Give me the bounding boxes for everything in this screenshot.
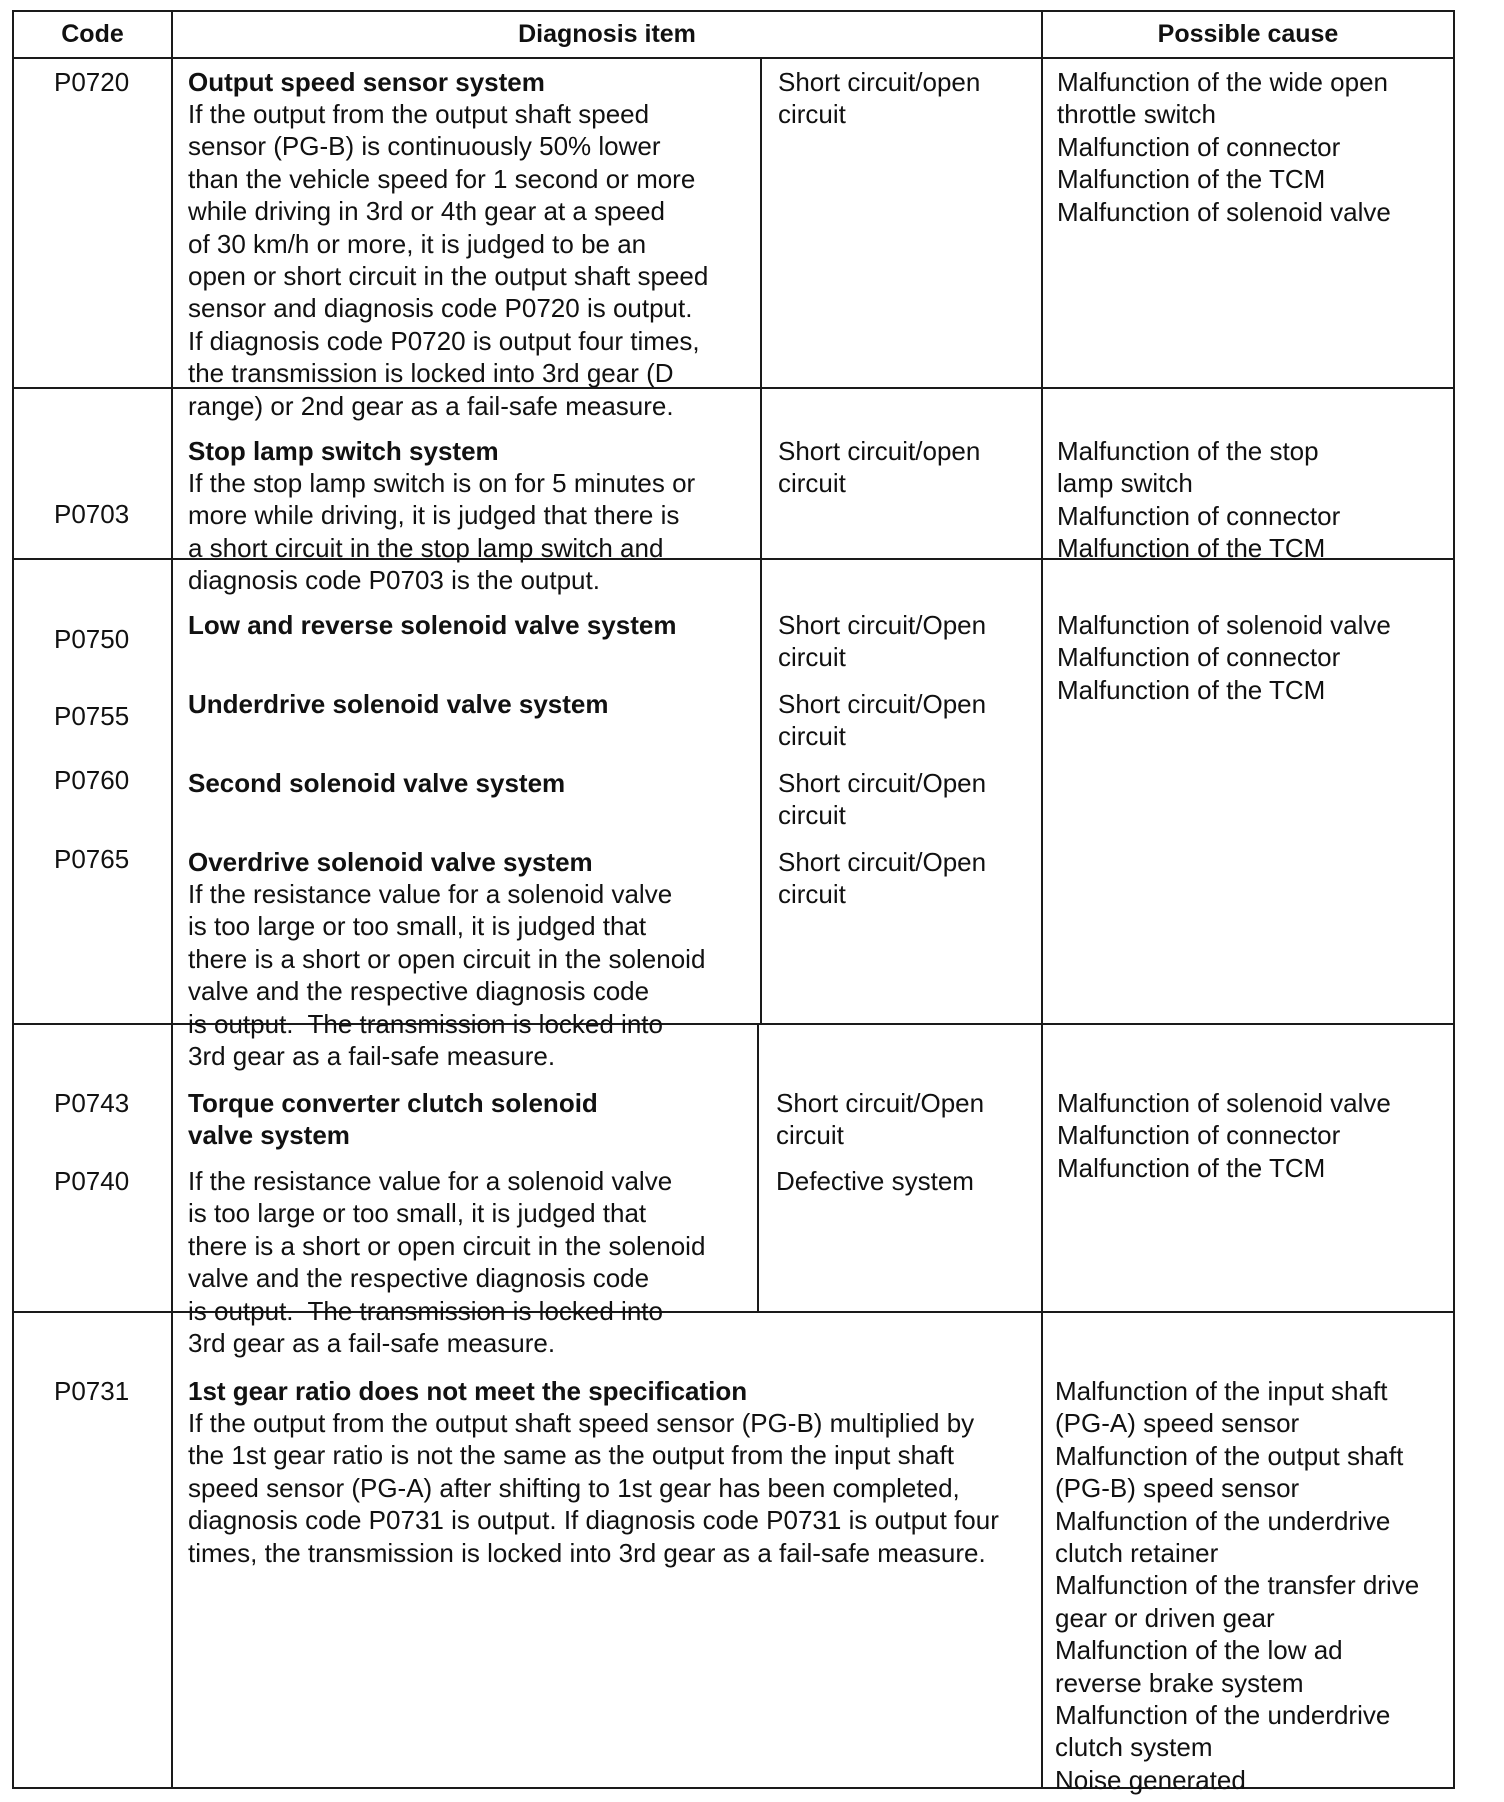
row-description: If the resistance value for a solenoid valve is too large or too small, it is judged that there is a short or open circuit in the solenoid valve and the respective diagnosis code is output. The transmission is locked into 3rd gear as a fail-safe measure. bbox=[188, 1166, 706, 1359]
row-title: Torque converter clutch solenoid valve system bbox=[188, 1088, 598, 1151]
row-code: P0740 bbox=[54, 1166, 130, 1196]
header-diagnosis-item: Diagnosis item bbox=[518, 20, 696, 48]
column-divider bbox=[1041, 12, 1043, 1787]
column-divider bbox=[760, 59, 762, 387]
row-code: P0703 bbox=[54, 499, 130, 529]
row-code: P0760 bbox=[54, 765, 130, 795]
row-description: If the resistance value for a solenoid valve is too large or too small, it is judged that there is a short or open circuit in the solenoid valve and the respective diagnosis code is output. The transmission is locked into 3rd gear as a fail-safe measure. bbox=[188, 879, 706, 1072]
row-description: If the output from the output shaft speed sensor (PG-B) is continuously 50% lower than the vehicle speed for 1 second or more while driving in 3rd or 4th gear at a speed of 30 km/h or more, it is judged to be an open or short circuit in the output shaft speed sensor and diagnosis code P0720 is output. If diagnosis code P0720 is output four times, the transmission is locked into 3rd gear (D range) or 2nd gear as a fail-safe measure. bbox=[188, 99, 709, 421]
row-title: Overdrive solenoid valve system bbox=[188, 847, 593, 877]
column-divider bbox=[757, 1025, 759, 1311]
row-code: P0720 bbox=[54, 67, 130, 97]
row-description: If the output from the output shaft speed sensor (PG-B) multiplied by the 1st gear ratio is not the same as the output from the input shaft speed sensor (PG-A) after shifting to 1st gear has been completed, diagnosis code P0731 is output. If diagnosis code P0731 is output four times, the transmission is locked into 3rd gear as a fail-safe measure. bbox=[188, 1408, 999, 1568]
row-condition: Short circuit/Open circuit bbox=[776, 1088, 985, 1151]
row-title: 1st gear ratio does not meet the specification bbox=[188, 1376, 748, 1406]
header-code: Code bbox=[61, 20, 124, 48]
row-code: P0765 bbox=[54, 844, 130, 874]
row-code: P0750 bbox=[54, 624, 130, 654]
row-causes: Malfunction of solenoid valve Malfunction of connector Malfunction of the TCM bbox=[1057, 1088, 1391, 1183]
row-condition: Short circuit/Open circuit bbox=[778, 768, 987, 831]
row-description: If the stop lamp switch is on for 5 minutes or more while driving, it is judged that there is a short circuit in the stop lamp switch and diagnosis code P0703 is the output. bbox=[188, 468, 696, 596]
row-title: Low and reverse solenoid valve system bbox=[188, 610, 677, 640]
column-divider bbox=[760, 389, 762, 558]
row-causes: Malfunction of solenoid valve Malfunction of connector Malfunction of the TCM bbox=[1057, 610, 1391, 705]
row-condition: Defective system bbox=[776, 1166, 974, 1196]
row-condition: Short circuit/open circuit bbox=[778, 436, 981, 499]
row-code: P0755 bbox=[54, 701, 130, 731]
row-title: Stop lamp switch system bbox=[188, 436, 499, 466]
row-condition: Short circuit/open circuit bbox=[778, 67, 981, 130]
row-title: Second solenoid valve system bbox=[188, 768, 566, 798]
row-condition: Short circuit/Open circuit bbox=[778, 689, 987, 752]
row-code: P0731 bbox=[54, 1376, 130, 1406]
row-causes: Malfunction of the input shaft (PG-A) speed sensor Malfunction of the output shaft (PG-B) speed sensor Malfunction of the underdrive clutch retainer Malfunction of the transfer drive gear or driven gear Malfunction of the low ad reverse brake system Malfunction of the underdrive clutch system Noise generated bbox=[1055, 1376, 1420, 1795]
row-code: P0743 bbox=[54, 1088, 130, 1118]
row-title: Underdrive solenoid valve system bbox=[188, 689, 609, 719]
column-divider bbox=[760, 560, 762, 1023]
row-causes: Malfunction of the wide open throttle switch Malfunction of connector Malfunction of the TCM Malfunction of solenoid valve bbox=[1057, 67, 1391, 227]
row-divider bbox=[14, 57, 1453, 59]
diagnosis-table bbox=[12, 10, 1455, 1795]
row-condition: Short circuit/Open circuit bbox=[778, 847, 987, 910]
column-divider bbox=[171, 12, 173, 1787]
row-causes: Malfunction of the stop lamp switch Malfunction of connector Malfunction of the TCM bbox=[1057, 436, 1341, 564]
header-possible-cause: Possible cause bbox=[1157, 20, 1339, 48]
row-condition: Short circuit/Open circuit bbox=[778, 610, 987, 673]
row-title: Output speed sensor system bbox=[188, 67, 545, 97]
